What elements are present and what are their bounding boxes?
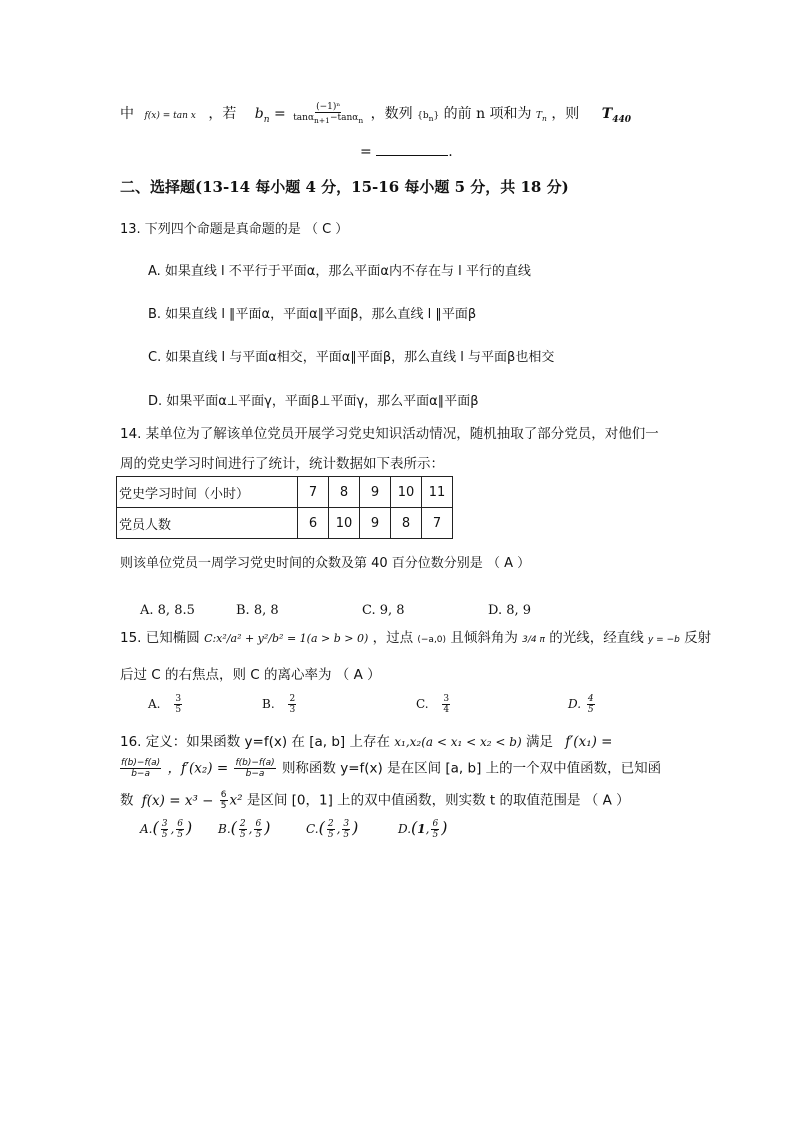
table-cell: 10 [329, 508, 360, 539]
q16-text: 16. 定义：如果函数 y=f(x) 在 [a, b] 上存在 [120, 734, 390, 750]
q12-text: ，则 [551, 105, 580, 122]
q14-line2: 周的党史学习时间进行了统计，统计数据如下表所示： [120, 456, 444, 472]
q12-frac-den: tanα$_{n+1}$−tanα$_n$ [293, 113, 364, 125]
section-title: 二、选择题(13-14 每小题 4 分，15-16 每小题 5 分，共 18 分) [120, 178, 569, 196]
q15-point: (−a,0) [417, 635, 447, 645]
q16-option-b: B.( $\frac{2}{5}$ , $\frac{6}{5}$ ) [218, 818, 271, 840]
table-cell: 8 [391, 508, 422, 539]
q12-line1 [120, 102, 631, 130]
q12-text: ，数列 [370, 105, 413, 122]
q16-function: f(x) = x³ − [141, 792, 218, 809]
q16-line3: 数 f(x) = x³ − $\frac{6}{5}$ x² 是区间 [0，1] 上的双中值函数，则实数 t 的取值范围是 （ A ） [120, 790, 630, 811]
q12-eq2: = [360, 144, 377, 160]
q15-text: 反射 [684, 630, 712, 646]
q12-fx: f(x) = tan x [144, 110, 196, 121]
q15-line2: 后过 C 的右焦点，则 C 的离心率为 （ A ） [120, 667, 381, 683]
q15-option-d: D. $\frac{4}{5}$ [568, 694, 594, 715]
q14-option-a: A. 8, 8.5 [140, 603, 195, 618]
q12-answer-line: = . [360, 144, 453, 160]
q16-option-c: C.( $\frac{2}{5}$ , $\frac{3}{5}$ ) [306, 818, 359, 840]
q14-option-c: C. 9, 8 [362, 603, 405, 618]
q15-text: ，过点 [372, 630, 414, 646]
table-cell: 8 [329, 477, 360, 508]
q15-option-a: A. $\frac{3}{5}$ [148, 694, 182, 715]
q15-text: 的光线，经直线 [549, 630, 644, 646]
table-cell: 9 [360, 477, 391, 508]
q13-option-b: B. 如果直线 l ∥平面α，平面α∥平面β，那么直线 l ∥平面β [148, 307, 477, 322]
q16-option-d: D.(1, $\frac{6}{5}$ ) [398, 818, 448, 840]
q14-question: 则该单位党员一周学习党史时间的众数及第 40 百分位数分别是 （ A ） [120, 556, 531, 571]
q16-text: 数 [120, 792, 134, 809]
answer-blank [376, 143, 448, 156]
table-cell: 9 [360, 508, 391, 539]
q12-seq: $\{b_n\}$ [417, 110, 440, 123]
q16-expr: x₁,x₂(a < x₁ < x₂ < b) [394, 735, 522, 749]
q12-text: 中 [120, 105, 134, 122]
table-cell: 10 [391, 477, 422, 508]
table-cell: 11 [422, 477, 453, 508]
q15-line-expr: y = −b [648, 635, 680, 645]
table-cell: 7 [298, 477, 329, 508]
q15-text: 且倾斜角为 [450, 630, 518, 646]
q12-frac-num: (−1)ⁿ [316, 102, 341, 112]
q14-option-d: D. 8, 9 [488, 603, 532, 618]
q13-stem: 13. 下列四个命题是真命题的是 （ C ） [120, 222, 349, 237]
table-row [117, 508, 453, 539]
q13-option-a: A. 如果直线 l 不平行于平面α，那么平面α内不存在与 l 平行的直线 [148, 264, 531, 279]
q16-derivative2: ，f′(x₂) = [167, 760, 229, 777]
q13-option-c: C. 如果直线 l 与平面α相交，平面α∥平面β，那么直线 l 与平面β也相交 [148, 350, 555, 365]
q15-option-b: B. $\frac{2}{3}$ [262, 694, 296, 715]
q13-option-d: D. 如果平面α⊥平面γ，平面β⊥平面γ，那么平面α∥平面β [148, 394, 479, 409]
q12-bn: $b_n$ [254, 105, 270, 125]
table-cell: 6 [298, 508, 329, 539]
q15-ellipse: C:x²/a² + y²/b² = 1(a > b > 0) [204, 632, 369, 645]
q15-text: 15. 已知椭圆 [120, 630, 200, 646]
table-header-cell: 党员人数 [117, 508, 298, 539]
q12-eq: = [274, 105, 286, 122]
q15-option-c: C. $\frac{3}{4}$ [416, 694, 450, 715]
q12-text: 的前 n 项和为 [443, 105, 532, 122]
q14-option-b: B. 8, 8 [236, 603, 279, 618]
q16-text: 是区间 [0，1] 上的双中值函数，则实数 t 的取值范围是 （ A ） [246, 792, 630, 809]
table-header-cell: 党史学习时间（小时） [117, 477, 298, 508]
q12-tn: $T_n$ [536, 110, 547, 123]
q16-text: 满足 [525, 734, 553, 750]
q16-option-a: A.( $\frac{3}{5}$ , $\frac{6}{5}$ ) [140, 818, 193, 840]
q12-fraction [292, 102, 364, 126]
q15-angle: 3/4 π [522, 635, 545, 645]
table-cell: 7 [422, 508, 453, 539]
table-row [117, 477, 453, 508]
q16-line2: $\frac{f(b)-f(a)}{b-a}$ ，f′(x₂) = $\frac{f(b)-f(a)}{b-a}$ 则称函数 y=f(x) 是在区间 [a, b] 上的一个双中值函数，已知函 [121, 758, 662, 779]
q12-t440: $T_{440}$ [601, 105, 631, 125]
q16-line1 [120, 732, 612, 752]
stats-table [116, 476, 453, 539]
q16-text: 则称函数 y=f(x) 是在区间 [a, b] 上的一个双中值函数，已知函 [281, 760, 662, 777]
q12-text: ，若 [208, 105, 237, 122]
q14-line1: 14. 某单位为了解该单位党员开展学习党史知识活动情况，随机抽取了部分党员，对他们一 [120, 426, 659, 442]
q15-line1 [120, 628, 711, 650]
q16-derivative: f′(x₁) = [565, 734, 613, 750]
